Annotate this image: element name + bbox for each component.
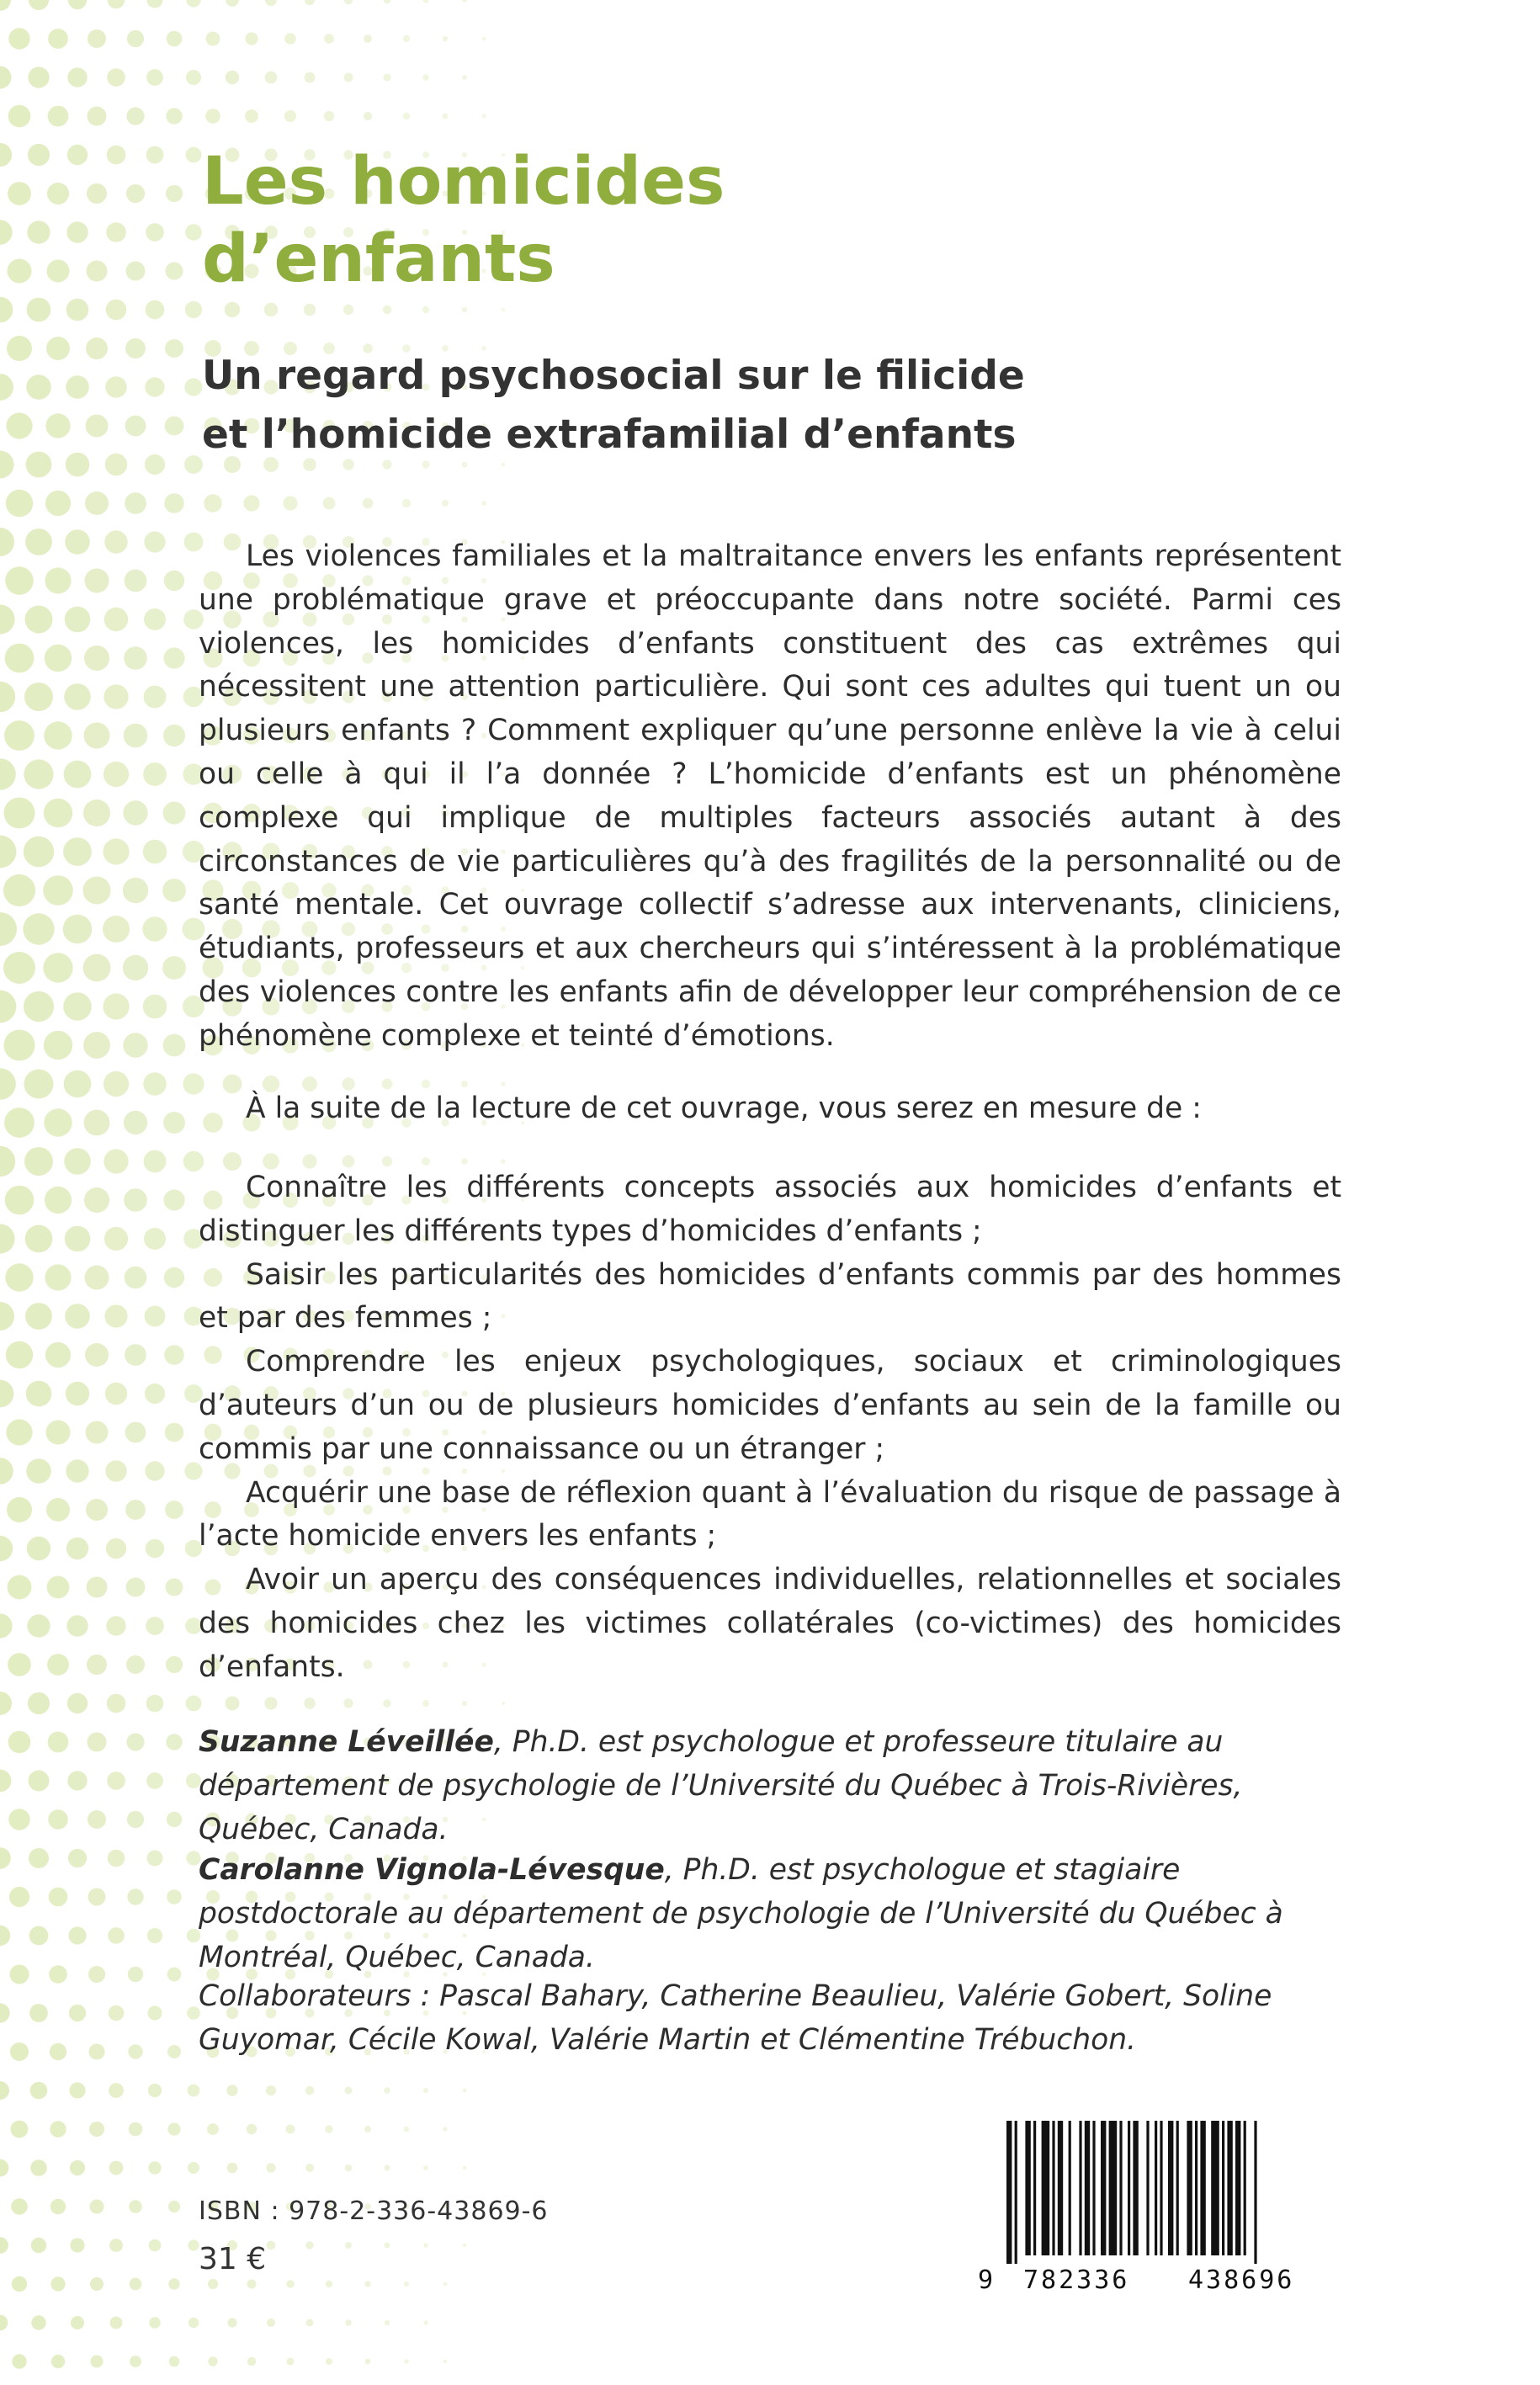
barcode-bar [1033, 2121, 1036, 2255]
author-name: Suzanne Léveillée [199, 1725, 494, 1759]
barcode-bar [1200, 2121, 1205, 2255]
barcode-bar [1128, 2121, 1130, 2255]
objective-item: Saisir les particularités des homicides d’enfants commis par des hommes et par des femmes ; [199, 1257, 1341, 1336]
barcode-bar [1006, 2121, 1012, 2264]
barcode-bar [1101, 2121, 1106, 2255]
author-name: Carolanne Vignola-Lévesque [199, 1853, 665, 1887]
subtitle-line-2: et l’homicide extrafamilial d’enfants [202, 412, 1017, 458]
barcode-bar [1168, 2121, 1173, 2255]
barcode-bar [1227, 2121, 1232, 2255]
book-title [202, 143, 1296, 298]
author-bio-1 [199, 1720, 1351, 1851]
barcode-bar [1160, 2121, 1162, 2255]
barcode-left-group: 782336 [1023, 2265, 1130, 2295]
barcode-bar [1195, 2121, 1197, 2255]
title-line-1: Les homicides [202, 144, 725, 220]
barcode-bar [1025, 2121, 1030, 2255]
author-description: , Ph.D. est psychologue et professeure titulaire au département de psychologie de l’Université du Québec à Trois-Rivières, Québec, Canada. [199, 1725, 1243, 1846]
book-subtitle [202, 347, 1380, 465]
barcode-bar [1176, 2121, 1179, 2255]
barcode-bar [1254, 2121, 1256, 2264]
barcode-bar [1133, 2121, 1138, 2255]
barcode-bar [1015, 2121, 1017, 2264]
objective-item: Connaître les différents concepts associés aux homicides d’enfants et distinguer les différents types d’homicides d’enfants ; [199, 1171, 1341, 1248]
barcode-bar [1155, 2121, 1157, 2255]
barcode-bar [1109, 2121, 1118, 2255]
subtitle-line-1: Un regard psychosocial sur le filicide [202, 353, 1025, 399]
barcode-bar [1069, 2121, 1071, 2255]
barcode-first-digit: 9 [978, 2265, 996, 2295]
objective-item: Avoir un aperçu des conséquences individuelles, relationnelles et sociales des homicides chez les victimes collatérales (co-victimes) des homicides d’enfants. [199, 1563, 1341, 1684]
isbn: ISBN : 978-2-336-43869-6 [199, 2196, 549, 2226]
price: 31 € [199, 2242, 267, 2276]
author-description: , Ph.D. est psychologue et stagiaire postdoctorale au département de psychologie de l’Université du Québec à Montréal, Québec, Canada. [199, 1853, 1283, 1974]
author-bio-2 [199, 1848, 1351, 1979]
barcode-bar [1119, 2121, 1122, 2255]
barcode-bar [1187, 2121, 1192, 2255]
barcode [1001, 2121, 1355, 2289]
barcode-bar [1052, 2121, 1054, 2255]
barcode-bar [1058, 2121, 1063, 2255]
barcode-bar [1146, 2121, 1149, 2255]
objective-item: Comprendre les enjeux psychologiques, sociaux et criminologiques d’auteurs d’un ou de plusieurs homicides d’enfants au sein de la famille ou commis par une connaissance ou un étranger ; [199, 1345, 1341, 1466]
objective-item: Acquérir une base de réflexion quant à l’évaluation du risque de passage à l’acte homicide envers les enfants ; [199, 1475, 1341, 1554]
collaborators: Collaborateurs : Pascal Bahary, Catherine Beaulieu, Valérie Gobert, Soline Guyomar, Cécile Kowal, Valérie Martin et Clémentine Trébuchon. [199, 1979, 1272, 2057]
objectives-list [199, 1166, 1341, 1690]
barcode-bar [1042, 2121, 1050, 2255]
intro-paragraph: Les violences familiales et la maltraitance envers les enfants représentent une problématique grave et préoccupante dans notre société. Parmi ces violences, les homicides d’enfants constituent des cas extrêmes qui nécessitent une attention particulière. Qui sont ces adultes qui tuent un ou plusieurs enfants ? Comment expliquer qu’une personne enlève la vie à celui ou celle à qui il l’a donnée ? L’homicide d’enfants est un phénomène complexe qui implique de multiples facteurs associés autant à des circonstances de vie particulières qu’à des fragilités de la personnalité ou de santé mentale. Cet ouvrage collectif s’adresse aux intervenants, cliniciens, étudiants, professeurs et aux chercheurs qui s’intéressent à la problématique des violences contre les enfants afin de développer leur compréhension de ce phénomène complexe et teinté d’émotions. [199, 539, 1341, 1053]
barcode-bar [1092, 2121, 1095, 2255]
barcode-bar [1079, 2121, 1081, 2255]
title-line-2: d’enfants [202, 221, 555, 297]
barcode-bar [1222, 2121, 1224, 2255]
barcode-bar [1211, 2121, 1219, 2255]
barcode-bars [1001, 2121, 1355, 2264]
barcode-bar [1244, 2121, 1246, 2255]
barcode-right-group: 438696 [1188, 2265, 1295, 2295]
objectives-lead-in: À la suite de la lecture de cet ouvrage, vous serez en mesure de : [246, 1092, 1202, 1125]
barcode-bar [1085, 2121, 1090, 2255]
barcode-bar [1235, 2121, 1240, 2255]
